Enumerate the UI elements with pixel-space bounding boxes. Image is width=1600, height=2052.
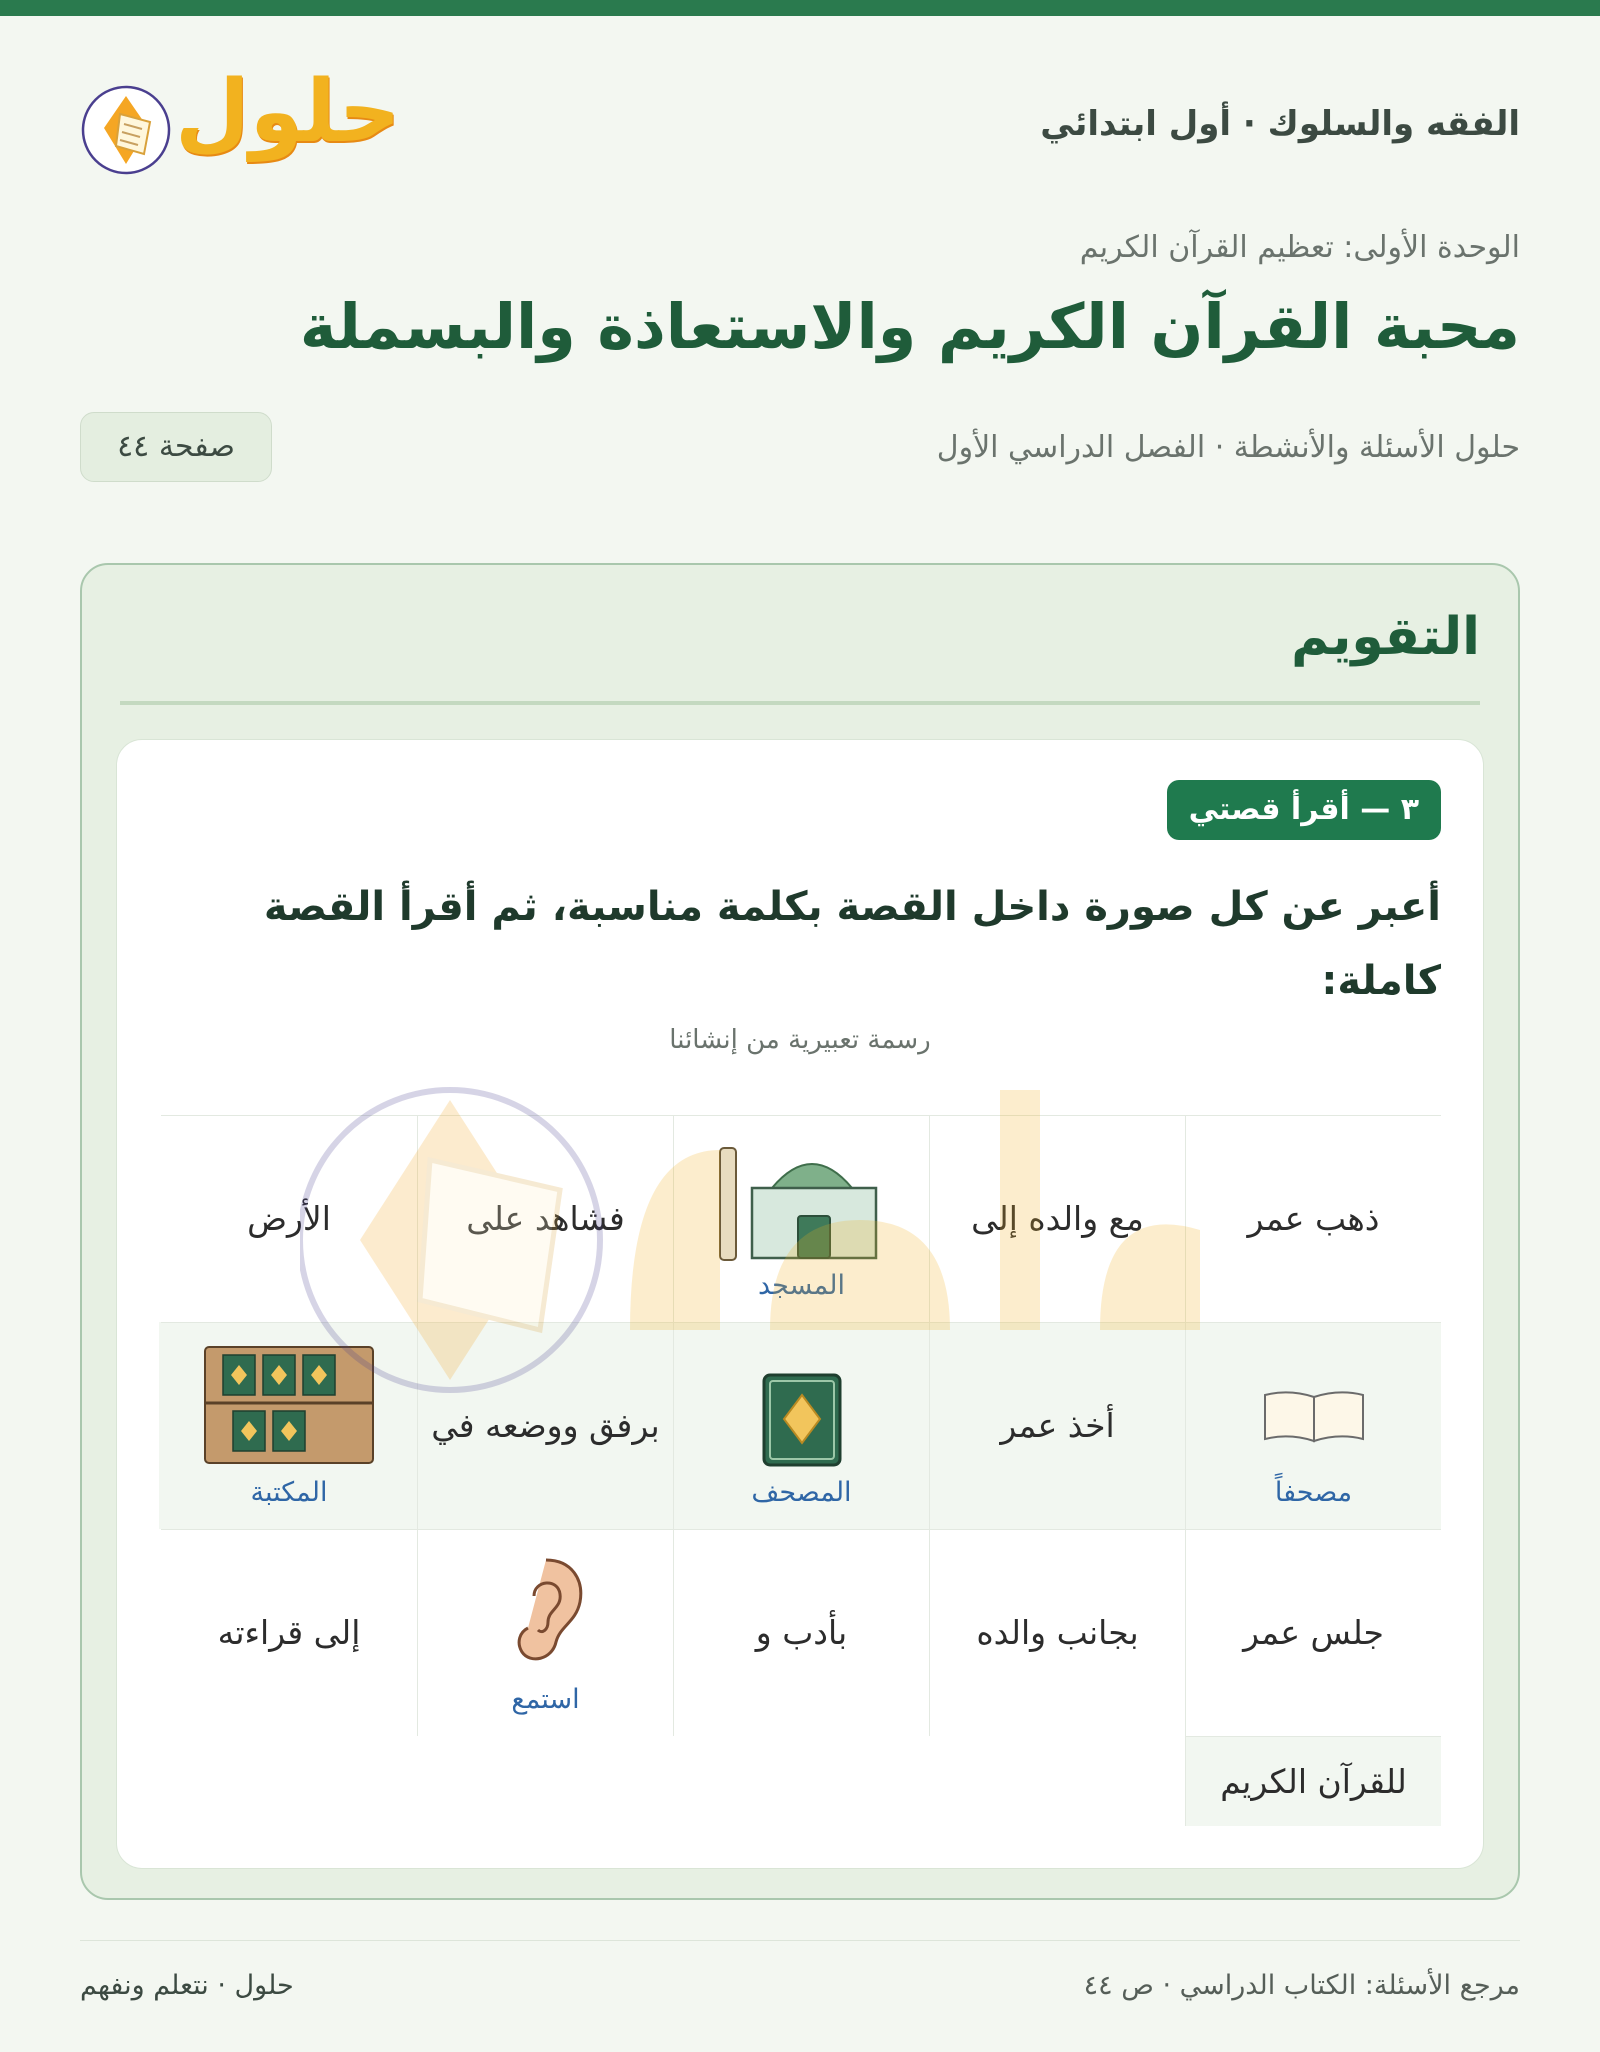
question-text: أعبر عن كل صورة داخل القصة بكلمة مناسبة، ثم أقرأ القصة كاملة:: [263, 884, 1441, 1004]
footer-brand: حلول · نتعلم ونفهم: [80, 1970, 294, 2001]
footer-divider: [80, 1940, 1520, 1941]
illustration-caption: رسمة تعبيرية من إنشائنا: [669, 1025, 931, 1055]
story-grid: [159, 1115, 1441, 1823]
mosque-icon: [712, 1144, 892, 1264]
page-header: [80, 62, 1520, 180]
book-emblem-icon: [80, 84, 172, 176]
story-cell: مع والده إلى: [929, 1115, 1185, 1322]
lesson-meta: حلول الأسئلة والأنشطة · الفصل الدراسي الأول: [936, 430, 1520, 465]
story-cell: برفق ووضعه في: [417, 1322, 673, 1529]
page-number-badge: صفحة ٤٤: [80, 412, 272, 482]
top-accent-bar: [0, 0, 1600, 16]
story-cell: الأرض: [161, 1115, 417, 1322]
story-picture-cell: [417, 1529, 673, 1736]
question-card: [116, 739, 1484, 1869]
question-badge: ٣ — أقرأ قصتي: [1167, 780, 1441, 840]
story-cell: إلى قراءته: [161, 1529, 417, 1736]
story-picture-cell: [673, 1322, 929, 1529]
story-cell: فشاهد على: [417, 1115, 673, 1322]
story-row: [159, 1115, 1441, 1322]
picture-label: مصحفاً: [1274, 1477, 1353, 1508]
evaluation-section: [80, 563, 1520, 1900]
picture-label: المصحف: [751, 1477, 852, 1508]
story-row: [159, 1529, 1441, 1736]
picture-label: المسجد: [757, 1270, 846, 1301]
section-divider: [120, 701, 1480, 705]
quran-book-icon: [762, 1373, 842, 1467]
lesson-title: محبة القرآن الكريم والاستعاذة والبسملة: [299, 290, 1520, 363]
picture-label: استمع: [511, 1684, 580, 1715]
story-cell: بجانب والده: [929, 1529, 1185, 1736]
open-book-icon: [1259, 1387, 1369, 1447]
story-cell: أخذ عمر: [929, 1322, 1185, 1529]
brand-logo[interactable]: [80, 62, 401, 180]
ear-icon: [506, 1556, 586, 1666]
story-cell: بأدب و: [673, 1529, 929, 1736]
story-cell: للقرآن الكريم: [1185, 1736, 1441, 1826]
picture-label: المكتبة: [250, 1477, 328, 1508]
story-picture-cell: [1185, 1322, 1441, 1529]
logo-wordmark: حلول: [175, 62, 401, 162]
unit-label: الوحدة الأولى: تعظيم القرآن الكريم: [1079, 230, 1520, 265]
story-cell: جلس عمر: [1185, 1529, 1441, 1736]
story-picture-cell: [161, 1322, 417, 1529]
footer-reference: مرجع الأسئلة: الكتاب الدراسي · ص ٤٤: [1083, 1970, 1520, 2001]
evaluation-title: التقويم: [1291, 607, 1480, 667]
subject-title: الفقه والسلوك · أول ابتدائي: [1040, 104, 1520, 144]
story-row: [159, 1322, 1441, 1529]
story-cell: ذهب عمر: [1185, 1115, 1441, 1322]
story-picture-cell: [673, 1115, 929, 1322]
bookshelf-icon: [203, 1345, 375, 1465]
